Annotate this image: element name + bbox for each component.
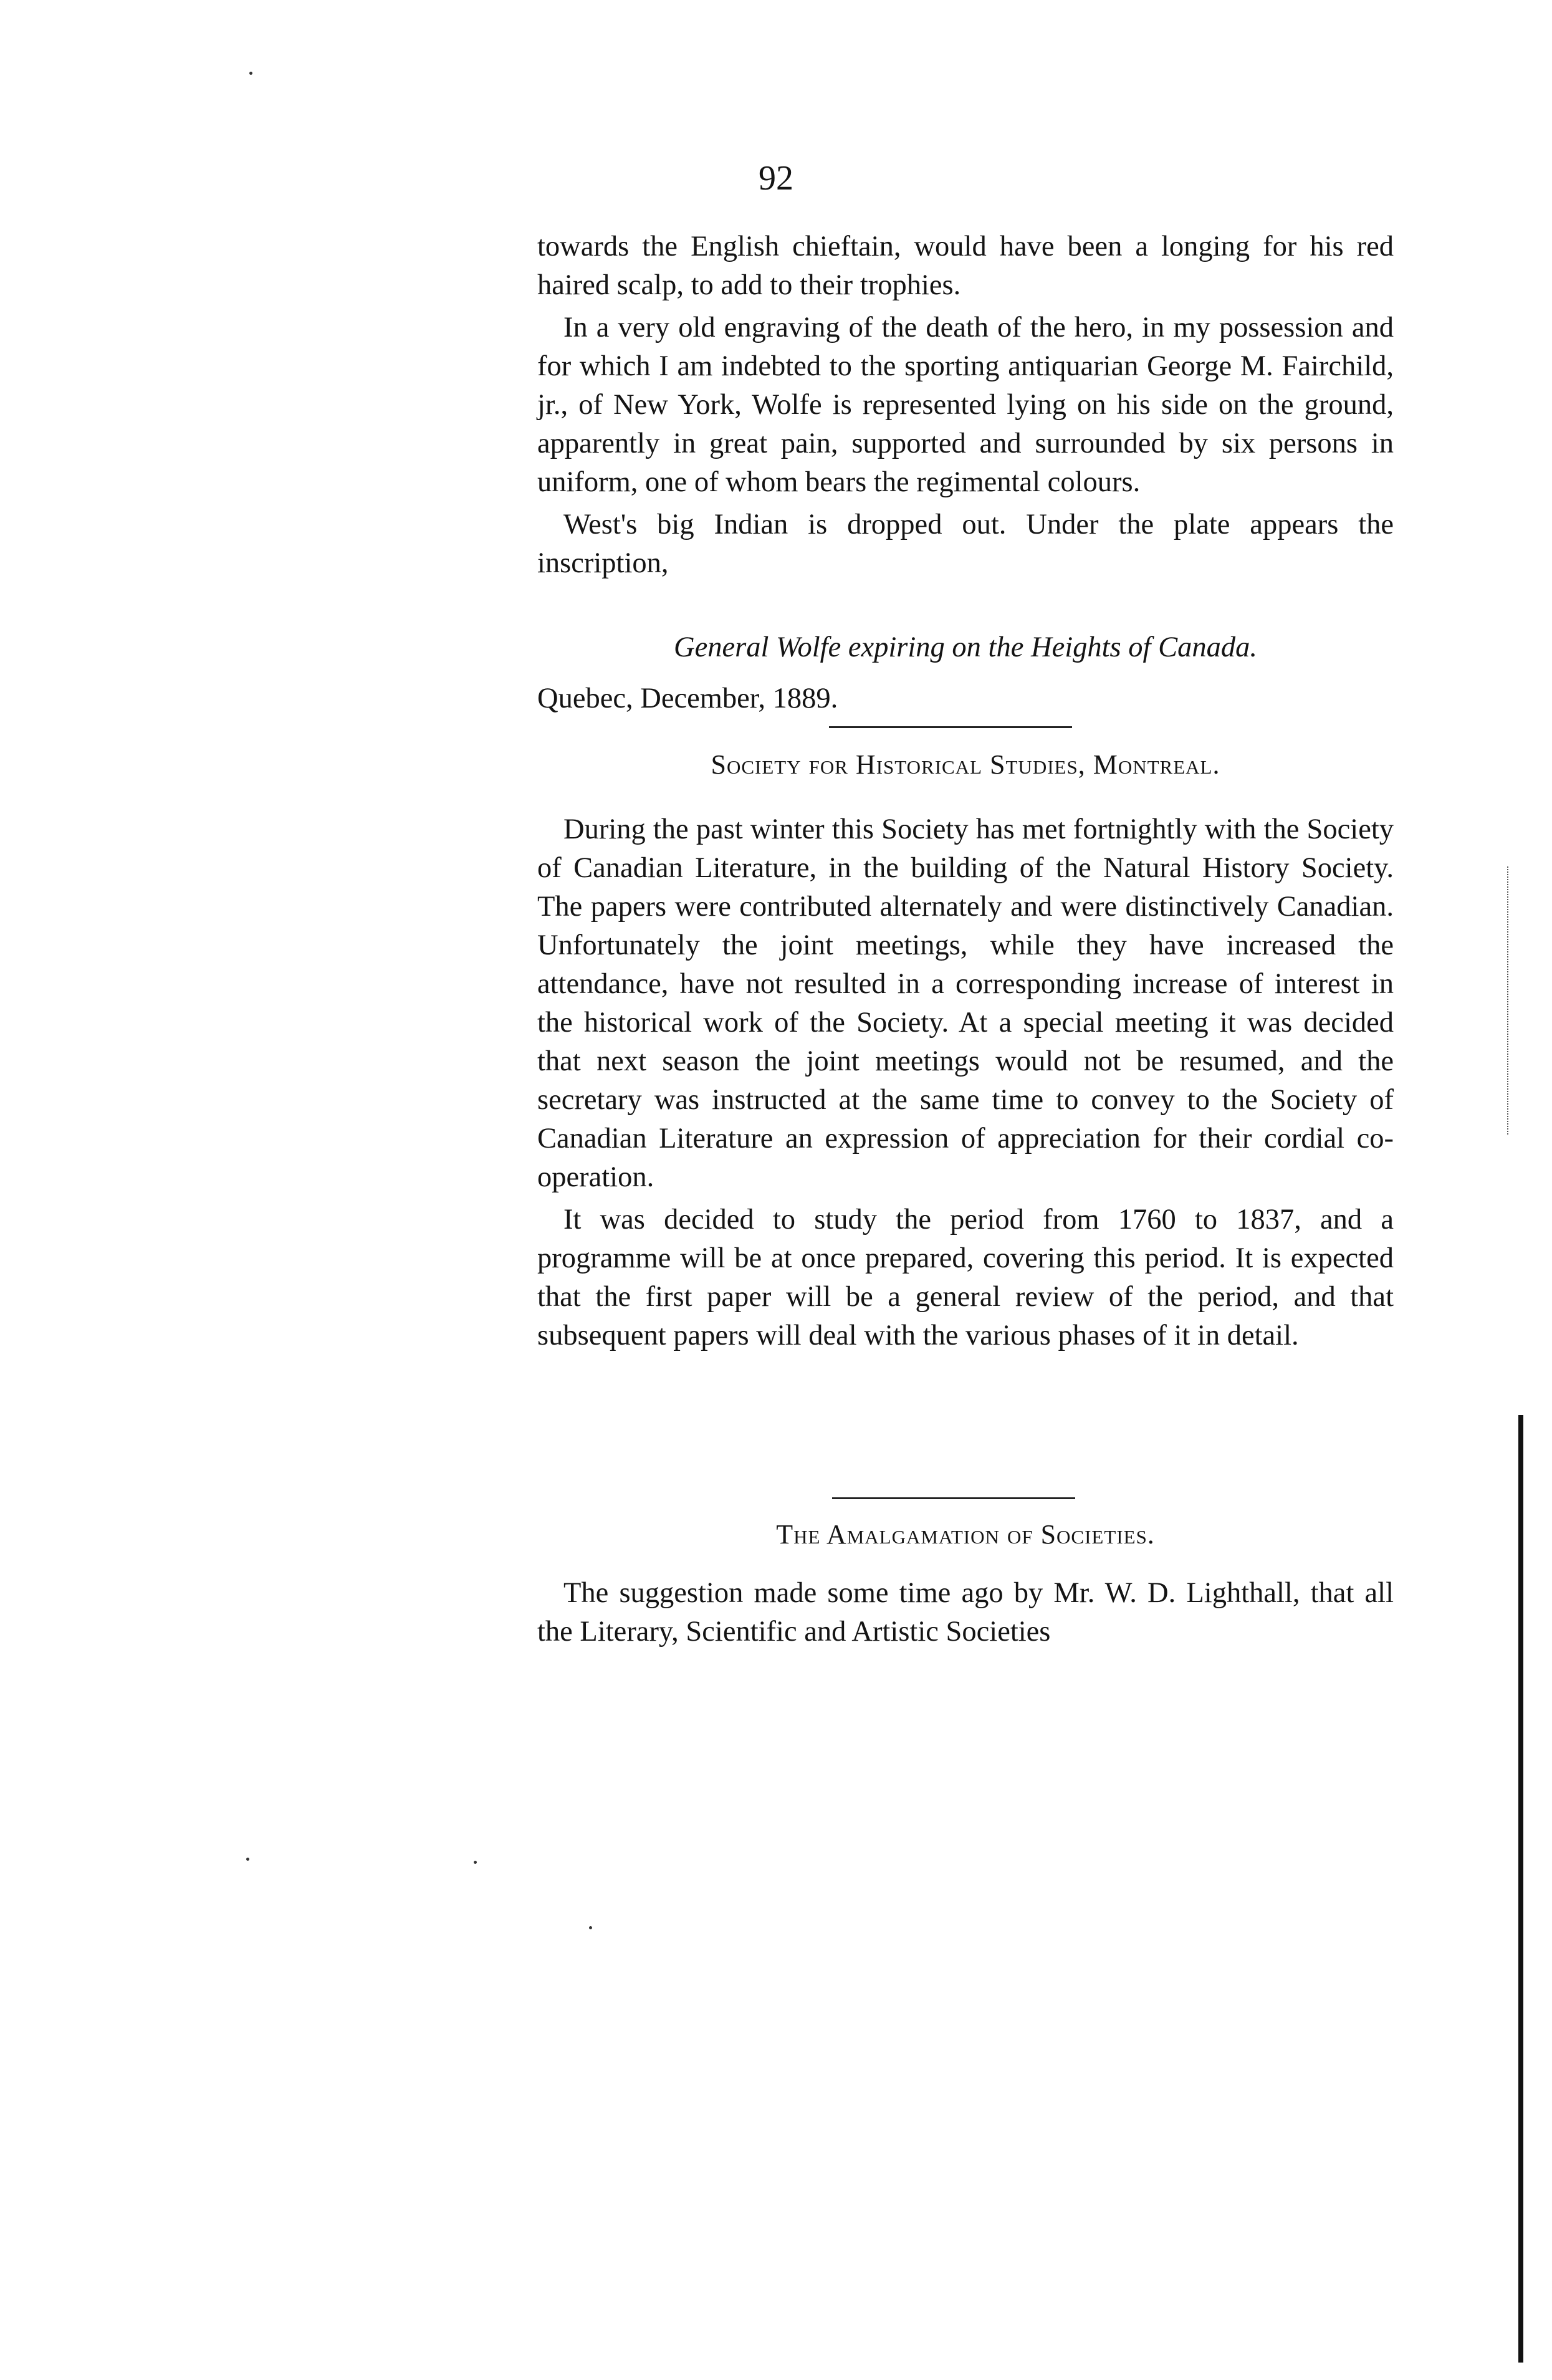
paragraph-period: It was decided to study the period from 1760 to 1837, and a programme will be at once prepared, covering this period. It is expected that the first paper will be a general review of the period, and that subsequent papers will deal with the various phases of it in detail. (537, 1204, 1394, 1351)
section-heading-historical-studies: Society for Historical Studies, Montreal. (711, 749, 1220, 780)
engraving-caption: General Wolfe expiring on the Heights of Canada. (674, 631, 1257, 663)
paragraph-suggestion: The suggestion made some time ago by Mr. W. D. Lighthall, that all the Literary, Scientific and Artistic Societies (537, 1577, 1394, 1648)
paragraph-meetings: During the past winter this Society has met fortnightly with the Society of Canadian Literature, in the building of the Natural History Society. The papers were contributed alternately and were distinctively Canadian. Unfortunately the joint meetings, while they have increased the attendance, have not resulted in a corresponding increase of interest in the historical work of the Society. At a special meeting it was decided that next season the joint meetings would not be resumed, and the secretary was instructed at the same time to convey to the Society of Canadian Literature an expression of appreciation for their cordial co-operation. (537, 813, 1394, 1193)
dateline (537, 679, 1394, 718)
historical-studies-text (537, 810, 1394, 1355)
scan-speck (474, 1861, 477, 1864)
section-heading-amalgamation: The Amalgamation of Societies. (776, 1519, 1155, 1550)
paragraph-indian: West's big Indian is dropped out. Under the plate appears the inscription, (537, 509, 1394, 579)
paragraph-continuation: towards the English chieftain, would have been a longing for his red haired scalp, to add to their trophies. (537, 231, 1394, 301)
section-divider-1 (829, 726, 1072, 728)
opening-text-block (537, 228, 1394, 583)
scan-speck (589, 1926, 592, 1929)
scan-speck (246, 1858, 249, 1861)
section-divider-2 (832, 1497, 1075, 1499)
paragraph-engraving: In a very old engraving of the death of the hero, in my possession and for which I am indebted to the sporting antiquarian George M. Fairchild, jr., of New York, Wolfe is represented lying on his side on the ground, apparently in great pain, supported and surrounded by six persons in uniform, one of whom bears the regimental colours. (537, 312, 1394, 498)
page-edge-shadow (1518, 1415, 1523, 2363)
dateline-text: Quebec, December, 1889. (537, 683, 838, 714)
page-edge-dots (1507, 866, 1510, 1135)
page-number: 92 (759, 159, 793, 198)
scan-speck (249, 72, 252, 75)
amalgamation-text (537, 1574, 1394, 1651)
